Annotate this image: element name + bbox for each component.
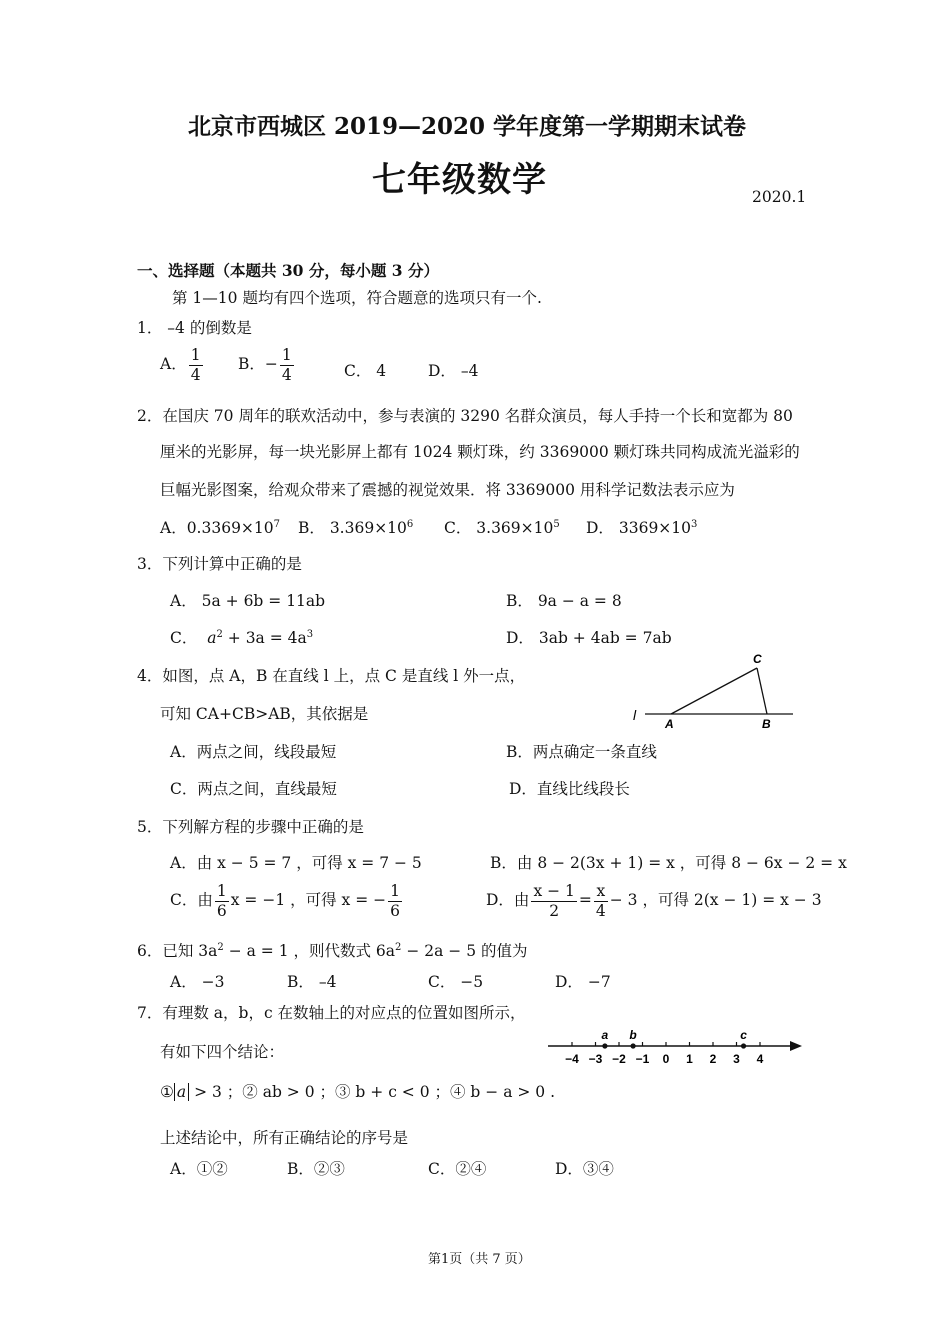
q3-option-a: A． 5a + 6b = 11ab (170, 592, 326, 610)
q7-conclusions: ① a > 3 ；② ab > 0 ；③ b + c < 0 ；④ b − a > 0 . (160, 1083, 555, 1101)
q2-option-b: B． $3.369\times 10^6$ (298, 518, 414, 537)
section-instruction: 第 1—10 题均有四个选项，符合题意的选项只有一个. (172, 289, 542, 307)
q1-option-d: D． –4 (428, 362, 479, 380)
q7-line1: 7．有理数 a，b，c 在数轴上的对应点的位置如图所示， (137, 1004, 526, 1022)
q4-line-figure (625, 648, 805, 734)
page-number: 第1页（共 7 页） (428, 1252, 531, 1267)
q3-stem: 3．下列计算中正确的是 (137, 555, 302, 573)
q5-option-b: B．由 8 − 2(3x + 1) = x ，可得 8 − 6x − 2 = x (490, 854, 847, 872)
q7-line2: 有如下四个结论： (160, 1043, 285, 1061)
q3-option-c: C． $a^2 + 3a = 4a^3$ (170, 628, 314, 647)
axis-tick-label: 2 (709, 1052, 717, 1066)
axis-tick-label: 3 (733, 1052, 740, 1066)
point-label-a: a (601, 1028, 609, 1042)
q6-option-c: C． −5 (428, 973, 484, 991)
q5-option-a: A．由 x − 5 = 7 ，可得 x = 7 − 5 (170, 854, 422, 872)
q6-option-b: B． –4 (287, 973, 337, 991)
point-label-b: b (629, 1028, 637, 1042)
axis-tick-label: 0 (662, 1052, 670, 1066)
q2-line3: 巨幅光影图案，给观众带来了震撼的视觉效果．将 3369000 用科学记数法表示应为 (160, 481, 735, 499)
exam-title: 北京市西城区 2019—2020 学年度第一学期期末试卷 (188, 113, 747, 140)
label-c: C (753, 652, 762, 666)
q6-stem: 6．已知 $3a^2 - a = 1$ ，则代数式 $6a^2 - 2a - 5$ 的值为 (137, 941, 528, 960)
q2-line1: 2．在国庆 70 周年的联欢活动中，参与表演的 3290 名群众演员，每人手持一个长和宽都为 80 (137, 407, 793, 425)
q4-option-b: B．两点确定一条直线 (506, 743, 657, 761)
q5-option-c: C．由 $\frac{1}{6}$ x = −1 ，可得 x = − $\frac{1}{6}$ (170, 882, 400, 920)
axis-tick-label: −4 (565, 1052, 579, 1066)
q4-option-c: C．两点之间，直线最短 (170, 780, 337, 798)
q5-option-d: D．由 $\frac{x - 1}{2}$ = $\frac{x}{4}$ − 3 ，可得 2(x − 1) = x − 3 (486, 882, 822, 920)
segment-ac (671, 668, 757, 714)
axis-tick-label: −3 (588, 1052, 603, 1066)
q2-option-a: A．$0.3369\times 10^7$ (160, 518, 281, 537)
axis-arrow (790, 1041, 802, 1051)
q1-stem: 1． –4 的倒数是 (137, 319, 252, 337)
label-a: A (665, 717, 674, 731)
q7-option-a: A．①② (170, 1160, 228, 1178)
subject-title: 七年级数学 (372, 160, 547, 200)
point-label-c: c (740, 1028, 747, 1042)
q4-option-d: D．直线比线段长 (509, 780, 630, 798)
q2-option-c: C． $3.369\times 10^5$ (444, 518, 560, 537)
axis-tick-label: 1 (686, 1052, 693, 1066)
section-heading: 一、选择题（本题共 30 分，每小题 3 分） (137, 261, 439, 280)
label-l: l (633, 707, 637, 723)
q3-option-d: D． 3ab + 4ab = 7ab (506, 629, 672, 647)
q1-option-a: A． $\frac{1}{4}$ (160, 346, 201, 384)
q7-line4: 上述结论中，所有正确结论的序号是 (160, 1129, 409, 1147)
q7-option-d: D．③④ (555, 1160, 614, 1178)
q4-line2: 可知 CA+CB>AB，其依据是 (160, 705, 369, 723)
q4-line1: 4．如图，点 A，B 在直线 l 上，点 C 是直线 l 外一点， (137, 667, 526, 685)
fraction: $\frac{1}{4}$ (190, 346, 201, 384)
fraction: $\frac{1}{6}$ (216, 882, 227, 920)
fraction: $\frac{x}{4}$ (595, 882, 606, 920)
axis-tick-label: −1 (635, 1052, 650, 1066)
label-b: B (762, 717, 771, 731)
fraction: $\frac{1}{6}$ (390, 882, 400, 920)
point-a (602, 1043, 607, 1048)
q7-number-line (540, 1020, 810, 1068)
q7-option-b: B．②③ (287, 1160, 345, 1178)
q3-option-b: B． 9a − a = 8 (506, 592, 622, 610)
q2-line2: 厘米的光影屏，每一块光影屏上都有 1024 颗灯珠，约 3369000 颗灯珠共同构成流光溢彩的 (160, 443, 800, 461)
q1-option-c: C． 4 (344, 362, 387, 380)
axis-tick-label: −2 (612, 1052, 626, 1066)
q5-stem: 5．下列解方程的步骤中正确的是 (137, 818, 364, 836)
q1-option-b: B．− $\frac{1}{4}$ (238, 346, 292, 384)
q4-option-a: A．两点之间，线段最短 (170, 743, 337, 761)
axis-tick-label: 4 (756, 1052, 764, 1066)
point-b (631, 1043, 636, 1048)
q6-option-a: A． −3 (170, 973, 225, 991)
fraction: $\frac{x - 1}{2}$ (533, 882, 575, 920)
exam-date: 2020.1 (752, 188, 807, 206)
q6-option-d: D． −7 (555, 973, 611, 991)
point-c (741, 1043, 746, 1048)
segment-cb (757, 668, 767, 714)
q2-option-d: D． $3369\times 10^3$ (586, 518, 698, 537)
q7-option-c: C．②④ (428, 1160, 487, 1178)
fraction: $\frac{1}{4}$ (281, 346, 292, 384)
